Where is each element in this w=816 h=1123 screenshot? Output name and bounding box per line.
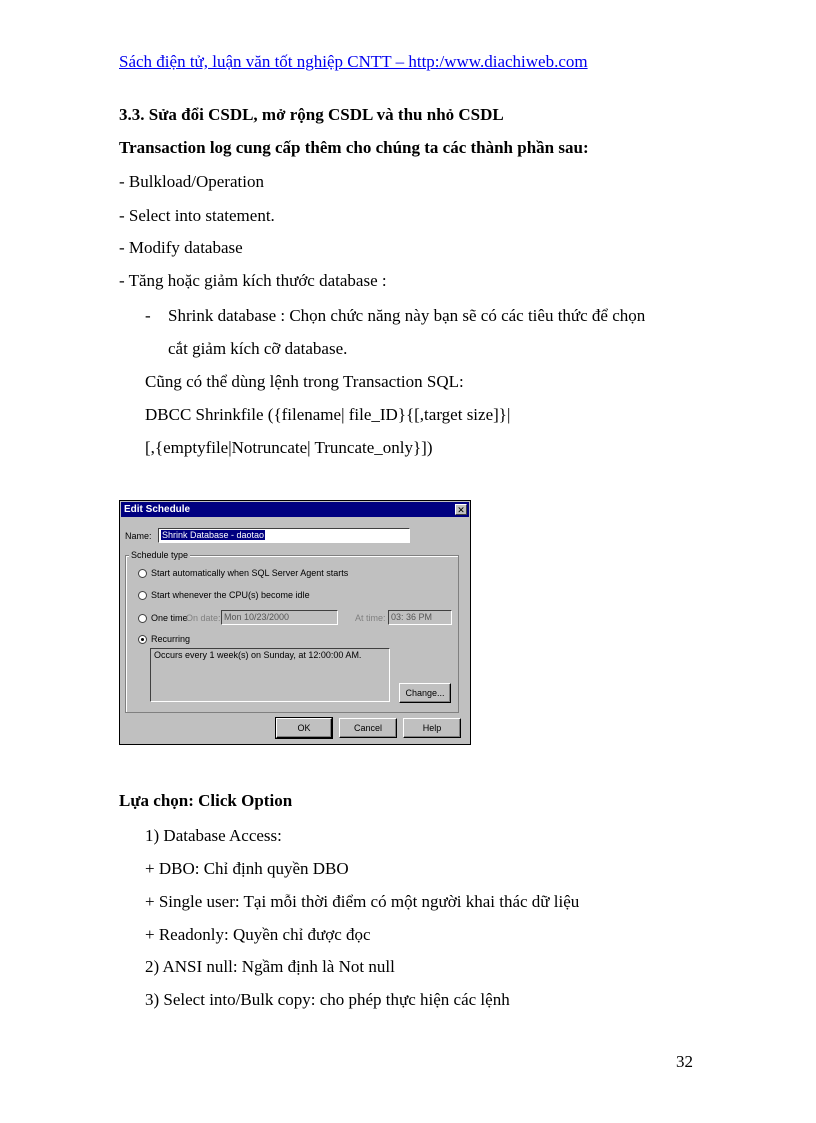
option-cpu-idle[interactable]: Start whenever the CPU(s) become idle [151,590,310,600]
shrink-text-line1: Shrink database : Chọn chức năng này bạn sẽ có các tiêu thức để chọn [168,306,646,325]
radio-recurring[interactable] [138,635,147,644]
option-recurring[interactable]: Recurring [151,634,191,644]
name-label: Name: [125,531,152,541]
shrink-text-line2: cắt giảm kích cỡ database. [168,339,348,358]
close-icon[interactable]: ✕ [455,504,467,515]
change-button[interactable]: Change... [399,683,451,703]
at-time-field[interactable]: 03: 36 PM [388,610,452,625]
list-item: - Select into statement. [119,206,275,225]
on-date-field[interactable]: Mon 10/23/2000 [221,610,338,625]
list-item: - Tăng hoặc giảm kích thước database : [119,271,387,290]
option-line: 1) Database Access: [145,826,282,845]
dialog-title-bar[interactable] [121,502,469,517]
recurring-description: Occurs every 1 week(s) on Sunday, at 12:00:00 AM. [150,648,390,702]
radio-one-time[interactable] [138,614,147,623]
sql-line2: DBCC Shrinkfile ({filename| file_ID}{[,target size]}| [145,405,511,424]
option-line: 3) Select into/Bulk copy: cho phép thực hiện các lệnh [145,990,510,1009]
page-number: 32 [676,1052,693,1071]
intro-heading: Transaction log cung cấp thêm cho chúng ta các thành phần sau: [119,138,589,157]
option-line: 2) ANSI null: Ngầm định là Not null [145,957,395,976]
cancel-button[interactable]: Cancel [339,718,397,738]
radio-cpu-idle[interactable] [138,591,147,600]
list-item: - Bulkload/Operation [119,172,264,191]
help-button[interactable]: Help [403,718,461,738]
option-line: + Readonly: Quyền chỉ được đọc [145,925,371,944]
option-line: + DBO: Chỉ định quyền DBO [145,859,349,878]
ok-button[interactable]: OK [276,718,332,738]
shrink-dash: - [145,306,151,325]
dialog-title: Edit Schedule [124,504,191,515]
option-one-time[interactable]: One time [151,613,188,623]
option-start-automatically[interactable]: Start automatically when SQL Server Agent starts [151,568,349,578]
radio-start-automatically[interactable] [138,569,147,578]
header-link[interactable] [119,52,588,72]
on-date-label: On date: [186,613,221,623]
schedule-type-label: Schedule type [131,550,189,560]
sql-line1: Cũng có thể dùng lệnh trong Transaction SQL: [145,372,464,391]
list-item: - Modify database [119,238,243,257]
edit-schedule-dialog [119,500,471,745]
name-input[interactable] [158,528,410,543]
header-link-text[interactable]: Sách điện tử, luận văn tốt nghiệp CNTT – http:/www.diachiweb.com [119,52,588,71]
option-line: + Single user: Tại mỗi thời điểm có một người khai thác dữ liệu [145,892,580,911]
sql-line3: [,{emptyfile|Notruncate| Truncate_only}]) [145,438,433,457]
section-title: 3.3. Sửa đổi CSDL, mở rộng CSDL và thu nhỏ CSDL [119,105,504,124]
options-title: Lựa chọn: Click Option [119,791,293,810]
name-value: Shrink Database - daotao [162,530,265,540]
at-time-label: At time: [355,613,386,623]
